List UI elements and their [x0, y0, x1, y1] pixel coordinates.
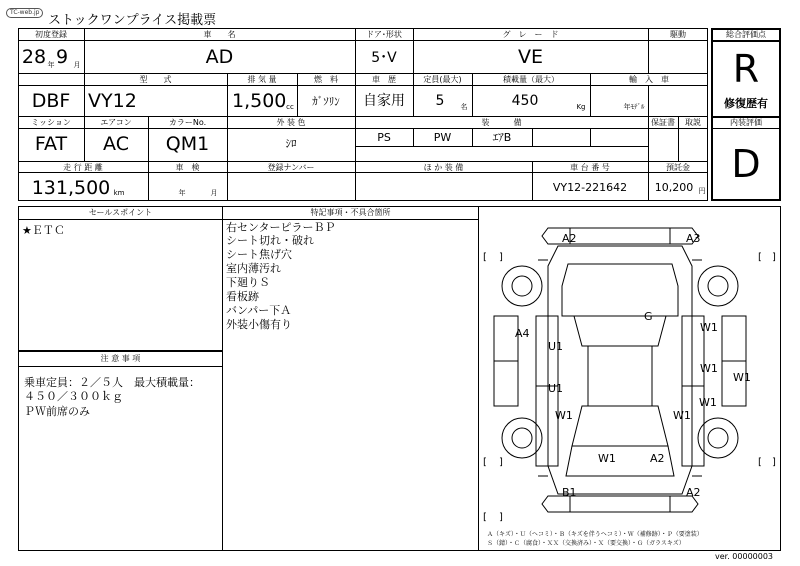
ext-color-value: ｼﾛ: [285, 137, 297, 150]
damage-mark: W1: [733, 371, 751, 384]
model-label: 型 式: [139, 75, 172, 84]
price-label: 預託金: [666, 163, 690, 172]
ac-value: AC: [103, 133, 129, 155]
capacity-label: 定員(最大): [423, 75, 462, 84]
first-reg-month: 9: [55, 46, 69, 68]
damage-mark: W1: [699, 396, 717, 409]
usage-value: 自家用: [363, 93, 405, 109]
model-value: VY12: [88, 90, 137, 112]
svg-text:]: ]: [499, 252, 503, 263]
caution-line: ＰＷ前席のみ: [24, 405, 90, 418]
inspection-month-unit: 月: [210, 189, 218, 197]
usage-label: 車 歴: [372, 75, 396, 84]
load-value: 450: [511, 93, 539, 109]
model-year-unit: 年ﾓﾃﾞﾙ: [623, 103, 645, 111]
special-note-item: シート切れ・破れ: [226, 234, 314, 247]
special-note-item: 下廻りＳ: [226, 276, 270, 289]
plate-label: 登録ナンバー: [267, 163, 315, 172]
caution-line: ４５０／３００ｋｇ: [24, 390, 123, 403]
page-title: ストックワンプライス掲載票: [48, 13, 217, 28]
doors-label: ドア･形状: [366, 30, 402, 39]
equip-pw: PW: [433, 131, 452, 144]
equip-ps: PS: [377, 131, 391, 144]
fuel-label: 燃 料: [314, 75, 338, 84]
month-unit: 月: [73, 61, 81, 69]
svg-text:]: ]: [499, 512, 503, 523]
version-label: ver. 00000003: [715, 552, 774, 561]
displacement-label: 排 気 量: [247, 75, 277, 84]
equip-airbag: ｴｱB: [492, 131, 512, 144]
damage-mark: A2: [686, 486, 701, 499]
svg-text:[: [: [483, 252, 487, 263]
damage-mark: W1: [700, 321, 718, 334]
special-note-item: 看板跡: [226, 290, 259, 303]
first-reg-label: 初度登録: [35, 30, 67, 39]
color-no-label: カラーNo.: [168, 118, 207, 127]
manual-label: 取説: [685, 118, 701, 127]
svg-text:]: ]: [772, 252, 776, 263]
overall-rating-label: 総合評価点: [726, 30, 766, 39]
sales-point-label: セールスポイント: [88, 208, 153, 217]
damage-mark: B1: [562, 486, 577, 499]
chassis-label: 車 台 番 号: [570, 163, 610, 172]
overall-rating-note: 修復歴有: [724, 97, 768, 110]
price-unit: 円: [698, 187, 706, 195]
grade-label: グ レ ー ド: [502, 30, 559, 39]
equip-label: 装 備: [481, 118, 522, 127]
damage-mark: W1: [673, 409, 691, 422]
damage-mark: W1: [598, 452, 616, 465]
price-value: 10,200: [654, 181, 694, 194]
overall-rating: R: [732, 47, 760, 91]
interior-rating-label: 内装評価: [730, 118, 762, 127]
make-label: 車 名: [203, 30, 236, 39]
other-equip-label: ほ か 装 備: [423, 163, 464, 172]
special-note-item: 室内薄汚れ: [226, 262, 281, 275]
ac-label: エアコン: [100, 118, 132, 127]
special-notes-label: 特記事項・不具合箇所: [310, 208, 391, 217]
displacement-value: 1,500: [232, 90, 287, 112]
svg-text:]: ]: [499, 457, 503, 468]
sales-point-text: ★ＥＴＣ: [22, 224, 65, 237]
model-prefix: DBF: [31, 90, 71, 112]
damage-mark: U1: [548, 340, 564, 353]
svg-text:[: [: [483, 512, 487, 523]
grade-value: VE: [517, 46, 543, 68]
mileage-label: 走 行 距 離: [63, 163, 103, 172]
mission-value: FAT: [34, 133, 68, 155]
load-label: 積載量（最大）: [503, 75, 559, 84]
mileage-value: 131,500: [31, 177, 111, 199]
damage-mark: A2: [562, 232, 577, 245]
chassis-value: VY12-221642: [552, 181, 628, 194]
special-note-item: バンパー下Ａ: [226, 304, 292, 317]
damage-mark: W1: [555, 409, 573, 422]
caution-line: 乗車定員：２／５人 最大積載量：: [24, 376, 200, 389]
special-note-item: シート焦げ穴: [226, 248, 292, 261]
capacity-value: 5: [435, 93, 445, 109]
special-note-item: 右センターピラーＢＰ: [226, 221, 336, 234]
capacity-unit: 名: [460, 103, 468, 111]
damage-mark: W1: [700, 362, 718, 375]
year-unit: 年: [47, 61, 55, 69]
inspection-year-unit: 年: [178, 189, 186, 197]
ext-color-label: 外 装 色: [276, 118, 306, 127]
first-reg-year: 28: [21, 46, 47, 68]
inspection-label: 車 検: [175, 163, 200, 172]
damage-mark: G: [644, 310, 653, 323]
interior-rating: D: [731, 142, 761, 186]
fuel-value: ｶﾞｿﾘﾝ: [312, 95, 340, 108]
color-no-value: QM1: [165, 133, 210, 155]
make-value: AD: [205, 46, 234, 68]
damage-mark: A2: [650, 452, 665, 465]
damage-mark: A4: [515, 327, 530, 340]
svg-text:[: [: [758, 457, 762, 468]
mission-label: ミッション: [31, 118, 71, 127]
displacement-unit: cc: [286, 103, 294, 111]
load-unit: Kg: [576, 103, 586, 111]
damage-legend: Ａ（キズ）・Ｕ（ヘコミ）・Ｂ（キズを伴うヘコミ）・Ｗ（補修跡）・Ｐ（要塗装）: [487, 531, 703, 538]
mileage-unit: km: [113, 189, 125, 197]
logo: TC-web.jp: [6, 8, 43, 18]
svg-text:[: [: [758, 252, 762, 263]
svg-text:[: [: [483, 457, 487, 468]
damage-mark: U1: [548, 382, 564, 395]
svg-text:]: ]: [772, 457, 776, 468]
import-label: 輸 入 車: [629, 75, 669, 84]
doors-value: 5･V: [371, 50, 397, 66]
special-note-item: 外装小傷有り: [226, 318, 292, 331]
damage-legend: Ｓ（錆）・Ｃ（腐食）・ＸＸ（交換済み）・Ｘ（要交換）・Ｇ（ガラスキズ）: [487, 540, 685, 547]
warranty-label: 保証書: [651, 118, 675, 127]
drive-label: 駆動: [670, 30, 686, 39]
damage-mark: A3: [686, 232, 701, 245]
caution-label: 注 意 事 項: [100, 354, 141, 363]
